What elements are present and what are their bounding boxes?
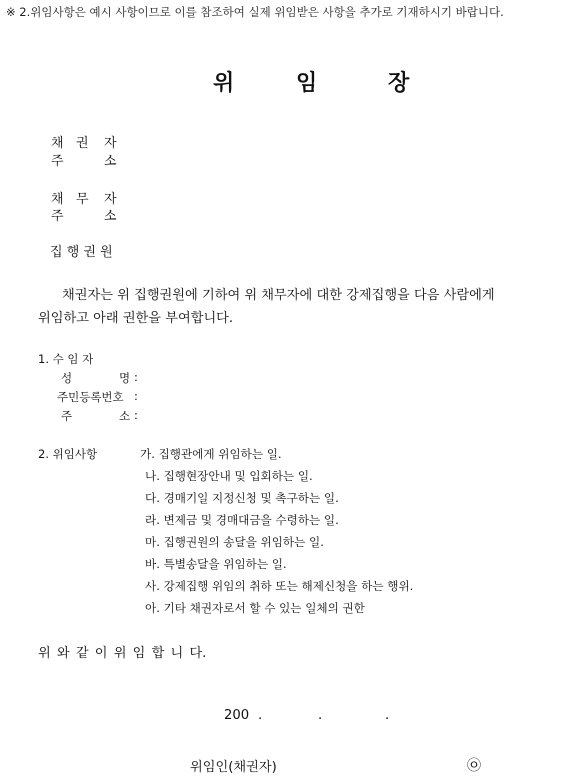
delegation-item: 아. 기타 채권자로서 할 수 있는 일체의 권한 <box>145 601 365 615</box>
signature-label: 위임인(채권자) <box>190 760 277 775</box>
delegation-item: 라. 변제금 및 경매대금을 수령하는 일. <box>145 513 339 527</box>
field-colon: : <box>134 408 138 422</box>
field-colon: : <box>134 370 138 384</box>
date-separator: . <box>258 708 263 723</box>
field-label-address-b: 소 <box>119 409 131 423</box>
creditor-label-char: 자 <box>104 136 117 151</box>
debtor-label-char: 무 <box>76 192 89 207</box>
body-line: 채권자는 위 집행권원에 기하여 위 채무자에 대한 강제집행을 다음 사람에게 <box>62 288 495 303</box>
seal-mark-icon: ㉧ <box>467 758 481 774</box>
creditor-label-char: 채 <box>51 136 64 151</box>
delegation-item: 다. 경매기일 지정신청 및 촉구하는 일. <box>145 491 339 505</box>
title-char: 위 <box>213 70 235 96</box>
creditor-label-char: 권 <box>76 136 89 151</box>
enforcement-title-label: 집 행 권 원 <box>50 245 113 260</box>
section-heading: 1. 수 임 자 <box>38 352 94 366</box>
debtor-address-label-char: 주 <box>51 209 64 224</box>
field-label-resident-number: 주민등록번호 <box>57 390 124 404</box>
delegation-item: 가. 집행관에게 위임하는 일. <box>140 447 282 461</box>
section-heading: 2. 위임사항 <box>38 447 98 461</box>
debtor-label-char: 채 <box>51 192 64 207</box>
date-year: 200 <box>224 708 250 723</box>
creditor-address-label-char: 주 <box>51 154 64 169</box>
field-colon: : <box>134 389 138 403</box>
title-char: 임 <box>296 70 318 96</box>
closing-statement: 위 와 같 이 위 임 합 니 다. <box>38 646 207 661</box>
debtor-address-label-char: 소 <box>104 209 117 224</box>
delegation-item: 나. 집행현장안내 및 입회하는 일. <box>145 469 313 483</box>
delegation-item: 마. 집행권원의 송달을 위임하는 일. <box>145 535 324 549</box>
delegation-item: 사. 강제집행 위임의 취하 또는 해제신청을 하는 행위. <box>145 579 414 593</box>
field-label-name-a: 성 <box>61 371 73 385</box>
date-separator: . <box>318 708 323 723</box>
delegation-item: 바. 특별송달을 위임하는 일. <box>145 557 287 571</box>
field-label-address-a: 주 <box>61 409 73 423</box>
field-label-name-b: 명 <box>119 371 131 385</box>
creditor-address-label-char: 소 <box>104 154 117 169</box>
debtor-label-char: 자 <box>104 192 117 207</box>
title-char: 장 <box>388 70 410 96</box>
body-line: 위임하고 아래 권한을 부여합니다. <box>38 311 234 326</box>
date-separator: . <box>385 708 390 723</box>
instruction-note: ※ 2.위임사항은 예시 사항이므로 이를 참조하여 실제 위임받은 사항을 추가로 기재하시기 바랍니다. <box>6 5 504 19</box>
